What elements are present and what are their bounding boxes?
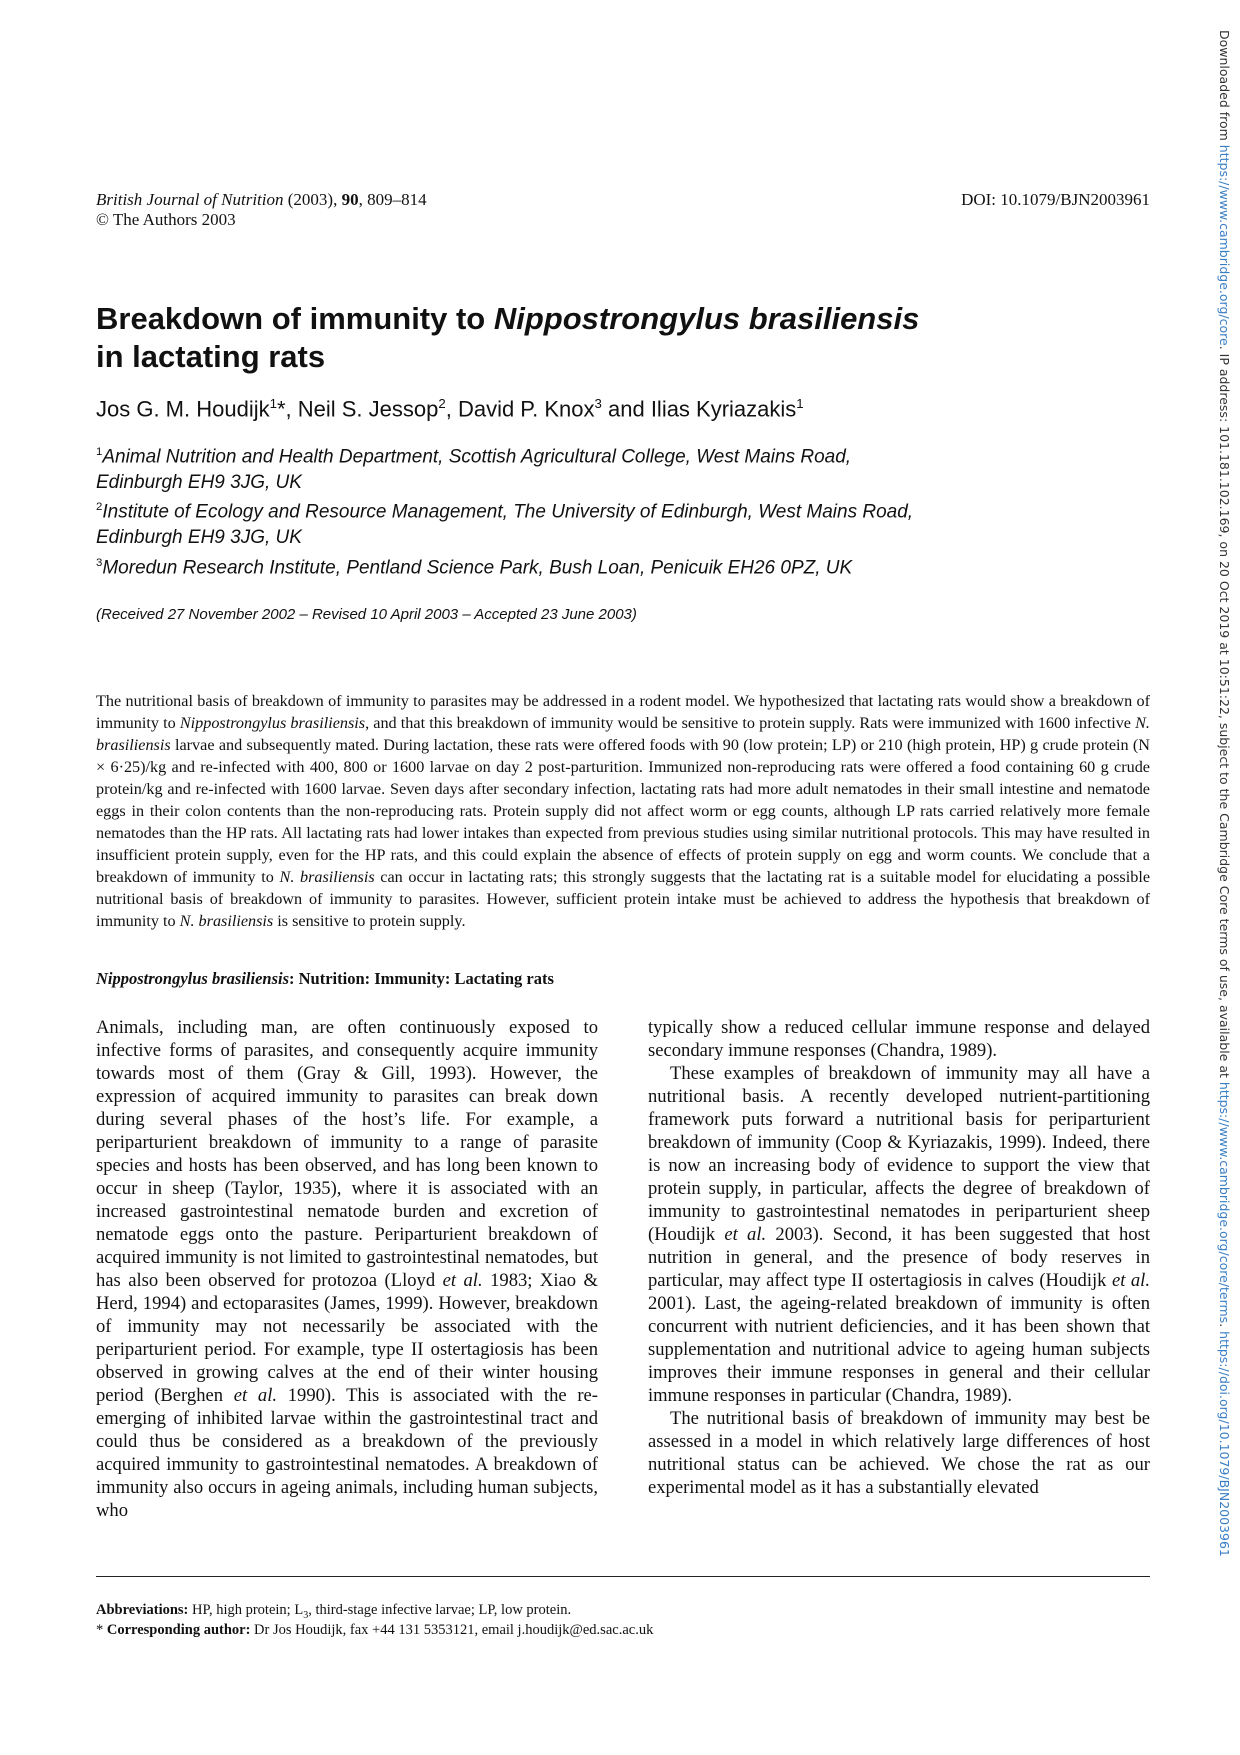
author-affil-sup: 1 xyxy=(269,396,277,411)
title-text-2: in lactating rats xyxy=(96,339,326,374)
author-separator: , xyxy=(445,396,458,422)
citation-pages: , 809–814 xyxy=(358,190,427,209)
text-run: is sensitive to protein supply. xyxy=(273,912,466,930)
citation-year: (2003), xyxy=(283,190,342,209)
affiliation-line: Edinburgh EH9 3JG, UK xyxy=(96,471,302,493)
footnote-divider xyxy=(96,1576,1150,1577)
corr-text: Dr Jos Houdijk, fax +44 131 5353121, email j.houdijk@ed.sac.ac.uk xyxy=(250,1622,654,1638)
affiliation-line: Institute of Ecology and Resource Management, The University of Edinburgh, West Mains Road, xyxy=(102,501,914,523)
italic-text: Nippostrongylus brasiliensis xyxy=(179,714,366,732)
body-right-column xyxy=(648,1016,1150,1499)
author-separator: and xyxy=(601,396,651,422)
corr-mark: * xyxy=(96,1622,107,1638)
text-run: Animals, including man, are often continuously exposed to infective forms of parasites, and consequently acquire immunity towards most of them (Gray & Gill, 1993). However, the expression of acquired immunity to parasites can break down during several phases of the host’s life. For example, a periparturient breakdown of immunity to a range of parasite species and hosts has been observed, and has long been known to occur in sheep (Taylor, 1935), where it is associated with an increased gastrointestinal nematode burden and excretion of nematode eggs onto the pasture. Periparturient breakdown of acquired immunity is not limited to gastrointestinal nematodes, but has also been observed for protozoa (Lloyd xyxy=(96,1017,598,1291)
abbrev-sub: 3 xyxy=(303,1609,309,1621)
paragraph xyxy=(648,1016,1150,1062)
corresponding-mark: * xyxy=(276,396,286,422)
abbrev-label: Abbreviations: xyxy=(96,1602,189,1618)
abbrev-text-2: , third-stage infective larvae; LP, low protein. xyxy=(308,1602,572,1618)
title-text: Breakdown of immunity to xyxy=(96,301,494,336)
author-name: Ilias Kyriazakis xyxy=(650,396,797,422)
abbrev-text: HP, high protein; L xyxy=(188,1602,304,1618)
affiliation-sup: 3 xyxy=(96,556,103,569)
italic-text: et al. xyxy=(233,1385,278,1406)
italic-text: Nippostrongylus brasiliensis xyxy=(96,969,290,988)
affiliation xyxy=(96,551,1096,581)
title-species: Nippostrongylus brasiliensis xyxy=(493,301,920,336)
text-run: 1983; Xiao & Herd, 1994) and ectoparasites (James, 1999). However, breakdown of immunity may not necessarily be associated with the periparturient period. For example, type II ostertagiosis has been observed in growing calves at the end of their winter housing period (Berghen xyxy=(96,1270,599,1406)
text-run: 1990). This is associated with the re-emerging of inhibited larvae within the gastrointestinal tract and could thus be considered as a breakdown of the previously acquired immunity to gastrointestinal nematodes. A breakdown of immunity also occurs in ageing animals, including human subjects, who xyxy=(96,1385,598,1521)
affiliation-sup: 2 xyxy=(96,501,103,514)
text-run: 2001). Last, the ageing-related breakdown of immunity is often concurrent with nutrient deficiencies, and it has been shown that supplementation and nutritional advice to ageing human subjects improves their immune responses in general and their cellular immune responses in particular (Chandra, 1989). xyxy=(648,1293,1150,1406)
text-run: 2003). Second, it has been suggested that host nutrition in general, and the presence of body reserves in particular, may affect type II ostertagiosis in calves (Houdijk xyxy=(648,1224,1150,1291)
notice-text-2: . IP address: 101.181.102.169, on 20 Oct 2019 at 10:51:22, subject to the Cambridge Core terms of use, available at xyxy=(1217,345,1232,1082)
copyright: © The Authors 2003 xyxy=(96,210,236,229)
author-affil-sup: 2 xyxy=(438,396,446,411)
affiliation-sup: 1 xyxy=(96,446,103,458)
corresponding-footnote xyxy=(96,1622,653,1639)
keywords xyxy=(96,969,554,989)
author-list xyxy=(96,396,804,422)
italic-text: N. brasiliensis xyxy=(279,868,375,886)
terms-link[interactable]: https://www.cambridge.org/core/terms xyxy=(1217,1081,1232,1324)
text-run: The nutritional basis of breakdown of immunity to parasites may be addressed in a rodent model. We hypothesized that lactating rats would show a breakdown of immunity to xyxy=(96,692,1150,732)
text-run: : Nutrition: Immunity: Lactating rats xyxy=(289,969,554,988)
italic-text: et al. xyxy=(724,1224,767,1245)
italic-text: N. brasiliensis xyxy=(179,912,274,930)
italic-text: et al. xyxy=(442,1270,483,1291)
text-run: typically show a reduced cellular immune response and delayed secondary immune responses (Chandra, 1989). xyxy=(648,1017,1150,1061)
affiliations xyxy=(96,440,1096,580)
download-notice xyxy=(1217,30,1232,1557)
received-dates: (Received 27 November 2002 – Revised 10 April 2003 – Accepted 23 June 2003) xyxy=(96,606,637,623)
text-run: The nutritional basis of breakdown of immunity may best be assessed in a model in which relatively large differences of host nutritional status can be achieved. We chose the rat as our experimental model as it has a substantially elevated xyxy=(648,1408,1150,1498)
text-run: can occur in lactating rats; this strongly suggests that the lactating rat is a suitable model for elucidating a possible nutritional basis of breakdown of immunity to parasites. However, sufficient protein intake must be achieved to address the hypothesis that breakdown of immunity to xyxy=(96,868,1151,930)
notice-text: Downloaded from xyxy=(1217,30,1232,145)
text-run: These examples of breakdown of immunity may all have a nutritional basis. A recently developed nutrient-partitioning framework puts forward a nutritional basis for periparturient breakdown of immunity (Coop & Kyriazakis, 1999). Indeed, there is now an increasing body of evidence to support the view that protein supply, in particular, affects the degree of breakdown of immunity to gastrointestinal nematodes in periparturient sheep (Houdijk xyxy=(648,1063,1150,1245)
author-separator: , xyxy=(285,396,298,422)
doi: DOI: 10.1079/BJN2003961 xyxy=(961,190,1150,209)
doi-link[interactable]: https://doi.org/10.1079/BJN2003961 xyxy=(1217,1331,1232,1557)
affiliation xyxy=(96,495,1096,550)
author-affil-sup: 3 xyxy=(594,396,602,411)
text-run: larvae and subsequently mated. During lactation, these rats were offered foods with 90 (low protein; LP) or 210 (high protein, HP) g crude protein (N × 6·25)/kg and re-infected with 400, 800 or 1600 larvae on day 2 post-parturition. Immunized non-reproducing rats were offered a food containing 60 g crude protein/kg and re-infected with 1600 larvae. Seven days after secondary infection, lactating rats had more adult nematodes in their small intestine and nematode eggs in their colon contents than the non-reproducing rats. Protein supply did not affect worm or egg counts, although LP rats carried relatively more female nematodes than the HP rats. All lactating rats had lower intakes than expected from previous studies using similar nutritional protocols. This may have resulted in insufficient protein supply, even for the HP rats, and this could explain the absence of effects of protein supply on egg and worm counts. We conclude that a breakdown of immunity to xyxy=(96,736,1150,886)
author-affil-sup: 1 xyxy=(796,396,804,411)
affiliation-line: Moredun Research Institute, Pentland Science Park, Bush Loan, Penicuik EH26 0PZ, UK xyxy=(102,556,853,578)
corr-label: Corresponding author: xyxy=(106,1622,251,1638)
author-name: David P. Knox xyxy=(457,396,595,422)
paragraph xyxy=(96,1016,598,1522)
abbreviations-footnote xyxy=(96,1602,571,1621)
paragraph xyxy=(648,1062,1150,1407)
citation-volume: 90 xyxy=(341,190,359,209)
body-left-column xyxy=(96,1016,598,1522)
italic-text: N. brasiliensis xyxy=(96,714,1150,754)
author-name: Jos G. M. Houdijk xyxy=(96,396,270,422)
abstract xyxy=(96,690,1150,932)
italic-text: et al. xyxy=(1111,1270,1150,1291)
paper-title xyxy=(96,300,1096,376)
journal-name: British Journal of Nutrition xyxy=(96,190,284,209)
journal-citation xyxy=(96,190,427,230)
paragraph xyxy=(648,1407,1150,1499)
notice-text-3: . xyxy=(1217,1323,1232,1332)
affiliation-line: Animal Nutrition and Health Department, Scottish Agricultural College, West Mains Road, xyxy=(102,446,852,468)
author-name: Neil S. Jessop xyxy=(297,396,439,422)
affiliation-line: Edinburgh EH9 3JG, UK xyxy=(96,527,302,549)
cambridge-core-link[interactable]: https://www.cambridge.org/core xyxy=(1217,144,1232,346)
affiliation xyxy=(96,440,1096,495)
text-run: , and that this breakdown of immunity would be sensitive to protein supply. Rats were immunized with 1600 infective xyxy=(365,714,1136,732)
